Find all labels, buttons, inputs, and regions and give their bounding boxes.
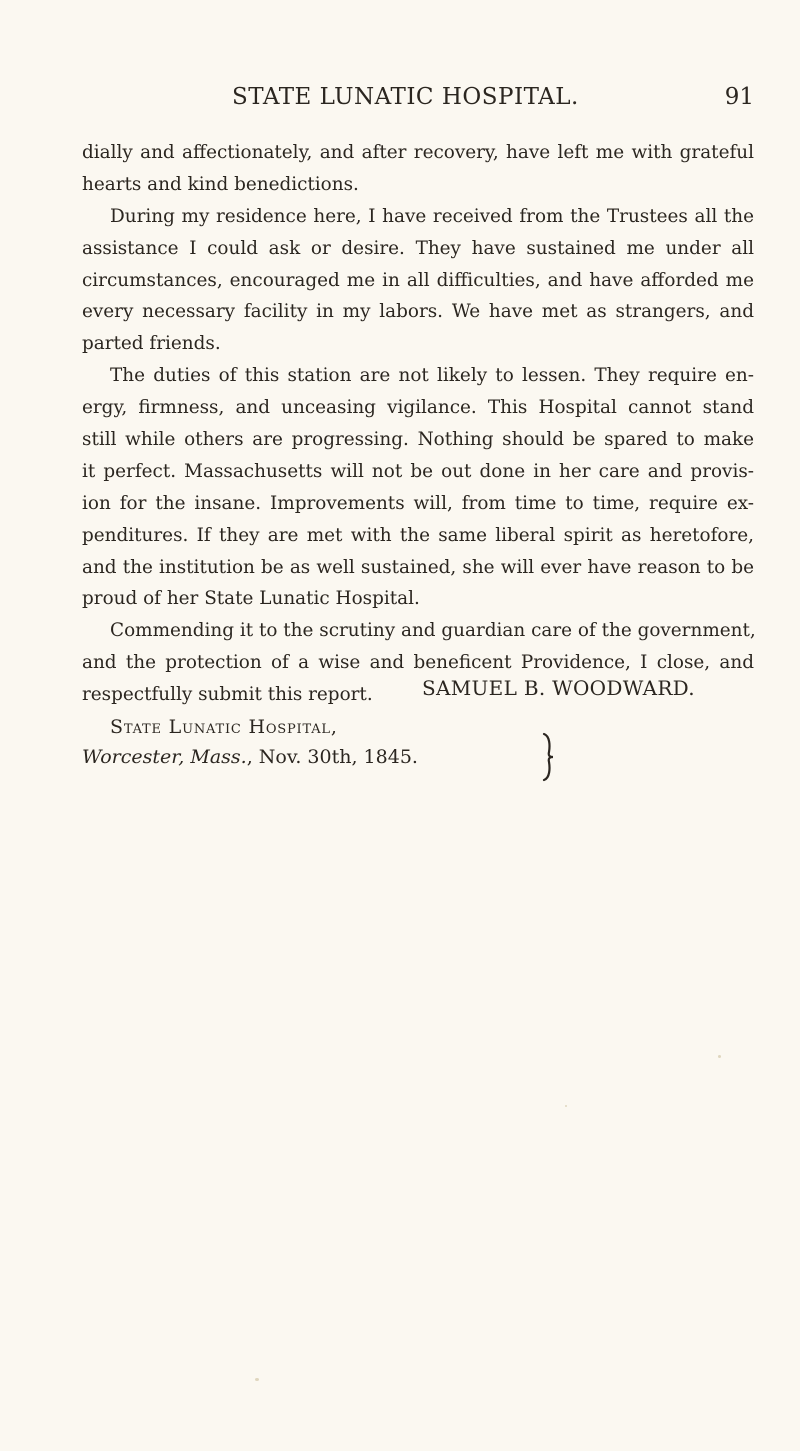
paper-speck: [255, 1378, 259, 1381]
body-line: assistance I could ask or desire. They have sustained me under all: [82, 237, 754, 259]
paper-speck: [565, 1105, 567, 1107]
body-line: parted friends.: [82, 333, 221, 355]
state-name: Mass.: [190, 746, 247, 768]
body-line: dially and affectionately, and after recovery, have left me with grateful: [82, 142, 754, 163]
body-line: respectfully submit this report.: [82, 684, 373, 706]
body-line: During my residence here, I have received from the Trustees all the: [110, 205, 754, 227]
body-line: Commending it to the scrutiny and guardian care of the government,: [110, 620, 756, 642]
body-line: ion for the insane. Improvements will, from time to time, require ex-: [82, 492, 754, 514]
body-line: and the institution be as well sustained, she will ever have reason to be: [82, 556, 754, 578]
institution-name: State Lunatic Hospital,: [110, 716, 338, 738]
body-line: ergy, firmness, and unceasing vigilance. This Hospital cannot stand: [82, 397, 754, 419]
date-text: Nov. 30th, 1845.: [258, 746, 418, 768]
page-number: 91: [724, 84, 754, 110]
running-title: STATE LUNATIC HOSPITAL.: [232, 84, 579, 110]
body-line: penditures. If they are met with the same liberal spirit as heretofore,: [82, 524, 754, 546]
body-line: The duties of this station are not likely to lessen. They require en-: [110, 365, 754, 387]
place-and-date: [82, 712, 682, 772]
body-line: still while others are progressing. Nothing should be spared to make: [82, 429, 754, 451]
running-head: [82, 84, 754, 120]
body-line: hearts and kind benedictions.: [82, 173, 359, 195]
body-text: [82, 137, 754, 711]
signature: SAMUEL B. WOODWARD.: [422, 676, 695, 700]
body-line: it perfect. Massachusetts will not be out done in her care and provis-: [82, 460, 754, 482]
body-line: circumstances, encouraged me in all difficulties, and have afforded me: [82, 269, 754, 291]
brace-icon: [541, 732, 555, 782]
body-line: proud of her State Lunatic Hospital.: [82, 588, 420, 610]
place-date-line: Worcester, Mass., Nov. 30th, 1845.: [82, 746, 418, 768]
body-line: and the protection of a wise and beneficent Providence, I close, and: [82, 652, 754, 674]
city-name: Worcester: [82, 746, 179, 768]
body-line: every necessary facility in my labors. We have met as strangers, and: [82, 301, 754, 323]
paper-speck: [718, 1055, 721, 1058]
